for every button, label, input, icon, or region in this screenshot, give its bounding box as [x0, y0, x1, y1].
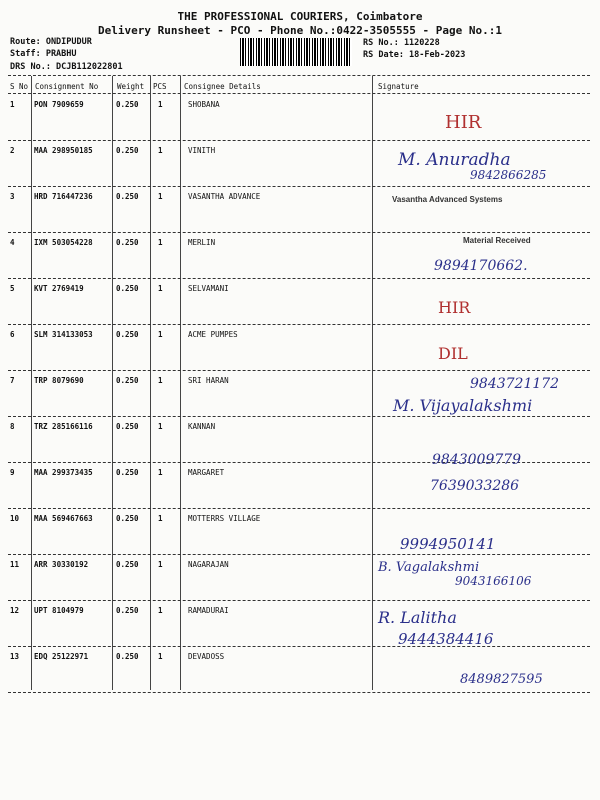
- row-sno: 6: [10, 330, 15, 339]
- row-consignee: VINITH: [188, 146, 216, 155]
- row-divider: [8, 600, 590, 601]
- row-consignment-no: KVT 2769419: [34, 284, 84, 293]
- signature-12-name: R. Lalitha: [378, 608, 457, 627]
- row-weight: 0.250: [116, 514, 139, 523]
- row-consignment-no: MAA 299373435: [34, 468, 93, 477]
- row-divider: [8, 508, 590, 509]
- row-consignee: SRI HARAN: [188, 376, 229, 385]
- signature-6: DIL: [438, 344, 468, 363]
- signature-4-phone: 9894170662.: [434, 258, 528, 274]
- col-header-sno: S No: [10, 82, 29, 91]
- staff-label: Staff: PRABHU: [10, 49, 77, 59]
- col-header-weight: Weight: [117, 82, 145, 91]
- row-divider: [8, 324, 590, 325]
- row-weight: 0.250: [116, 652, 139, 661]
- row-weight: 0.250: [116, 606, 139, 615]
- rs-date: RS Date: 18-Feb-2023: [363, 50, 466, 60]
- row-pcs: 1: [158, 146, 163, 155]
- row-sno: 1: [10, 100, 15, 109]
- row-consignment-no: HRD 716447236: [34, 192, 93, 201]
- rs-number: RS No.: 1120228: [363, 38, 440, 48]
- row-consignee: ACME PUMPES: [188, 330, 238, 339]
- row-divider: [8, 186, 590, 187]
- signature-10-phone: 9994950141: [400, 535, 496, 553]
- row-sno: 11: [10, 560, 20, 569]
- row-consignee: RAMADURAI: [188, 606, 229, 615]
- signature-11-phone: 9043166106: [455, 574, 532, 588]
- runsheet-subtitle: Delivery Runsheet - PCO - Phone No.:0422-3505555 - Page No.:1: [98, 24, 502, 37]
- row-pcs: 1: [158, 514, 163, 523]
- drs-number: DRS No.: DCJB112022801: [10, 62, 123, 72]
- row-divider: [8, 278, 590, 279]
- row-sno: 12: [10, 606, 20, 615]
- row-pcs: 1: [158, 330, 163, 339]
- row-sno: 10: [10, 514, 20, 523]
- row-pcs: 1: [158, 468, 163, 477]
- row-consignment-no: SLM 314133053: [34, 330, 93, 339]
- row-consignee: VASANTHA ADVANCE: [188, 192, 261, 201]
- row-consignment-no: UPT 8104979: [34, 606, 84, 615]
- signature-5: HIR: [438, 298, 471, 317]
- row-consignment-no: EDQ 25122971: [34, 652, 89, 661]
- row-weight: 0.250: [116, 422, 139, 431]
- barcode: [240, 38, 352, 66]
- row-weight: 0.250: [116, 284, 139, 293]
- route-label: Route: ONDIPUDUR: [10, 37, 92, 47]
- row-pcs: 1: [158, 422, 163, 431]
- header-rule: [8, 93, 590, 94]
- col-header-signature: Signature: [378, 82, 419, 91]
- signature-11-name: B. Vagalakshmi: [378, 560, 480, 575]
- row-sno: 8: [10, 422, 15, 431]
- row-pcs: 1: [158, 284, 163, 293]
- row-consignee: MERLIN: [188, 238, 216, 247]
- col-divider: [180, 76, 181, 690]
- row-divider: [8, 416, 590, 417]
- col-header-pcs: PCS: [153, 82, 167, 91]
- row-pcs: 1: [158, 100, 163, 109]
- row-consignee: SELVAMANI: [188, 284, 229, 293]
- row-pcs: 1: [158, 238, 163, 247]
- row-divider: [8, 370, 590, 371]
- row-sno: 4: [10, 238, 15, 247]
- row-divider: [8, 554, 590, 555]
- table-top-rule: [8, 75, 590, 76]
- runsheet-title: THE PROFESSIONAL COURIERS, Coimbatore: [177, 10, 423, 23]
- row-consignment-no: PON 7909659: [34, 100, 84, 109]
- row-sno: 5: [10, 284, 15, 293]
- signature-7-name: M. Vijayalakshmi: [393, 396, 533, 415]
- col-header-consignment: Consignment No: [35, 82, 99, 91]
- row-pcs: 1: [158, 376, 163, 385]
- row-pcs: 1: [158, 560, 163, 569]
- row-sno: 7: [10, 376, 15, 385]
- row-weight: 0.250: [116, 146, 139, 155]
- row-consignment-no: MAA 569467663: [34, 514, 93, 523]
- row-consignee: MOTTERRS VILLAGE: [188, 514, 261, 523]
- row-consignee: MARGARET: [188, 468, 225, 477]
- row-weight: 0.250: [116, 560, 139, 569]
- row-weight: 0.250: [116, 330, 139, 339]
- col-header-consignee: Consignee Details: [184, 82, 261, 91]
- signature-12-phone: 9444384416: [398, 630, 494, 648]
- row-consignee: NAGARAJAN: [188, 560, 229, 569]
- row-divider: [8, 692, 590, 693]
- row-consignee: KANNAN: [188, 422, 216, 431]
- row-divider: [8, 646, 590, 647]
- col-divider: [112, 76, 113, 690]
- signature-1: HIR: [445, 112, 482, 133]
- row-divider: [8, 140, 590, 141]
- row-consignee: SHOBANA: [188, 100, 220, 109]
- stamp-4: Material Received: [463, 236, 531, 245]
- col-divider: [31, 76, 32, 690]
- stamp-3: Vasantha Advanced Systems: [392, 195, 503, 204]
- signature-9-phone2: 7639033286: [430, 478, 520, 494]
- row-weight: 0.250: [116, 100, 139, 109]
- row-consignment-no: ARR 30330192: [34, 560, 89, 569]
- signature-2-name: M. Anuradha: [398, 150, 511, 170]
- signature-13-phone: 8489827595: [460, 672, 543, 687]
- row-pcs: 1: [158, 652, 163, 661]
- row-sno: 2: [10, 146, 15, 155]
- row-pcs: 1: [158, 606, 163, 615]
- row-divider: [8, 232, 590, 233]
- row-consignment-no: TRZ 285166116: [34, 422, 93, 431]
- row-consignment-no: IXM 503054228: [34, 238, 93, 247]
- col-divider: [150, 76, 151, 690]
- signature-9-phone: 9843009779: [432, 452, 522, 468]
- row-consignment-no: TRP 8079690: [34, 376, 84, 385]
- row-pcs: 1: [158, 192, 163, 201]
- signature-2-phone: 9842866285: [470, 168, 547, 182]
- row-sno: 9: [10, 468, 15, 477]
- row-weight: 0.250: [116, 192, 139, 201]
- col-divider: [372, 76, 373, 690]
- row-sno: 13: [10, 652, 20, 661]
- signature-7-phone: 9843721172: [470, 376, 560, 392]
- row-weight: 0.250: [116, 376, 139, 385]
- row-consignment-no: MAA 298950185: [34, 146, 93, 155]
- row-consignee: DEVADOSS: [188, 652, 225, 661]
- row-weight: 0.250: [116, 468, 139, 477]
- row-sno: 3: [10, 192, 15, 201]
- row-weight: 0.250: [116, 238, 139, 247]
